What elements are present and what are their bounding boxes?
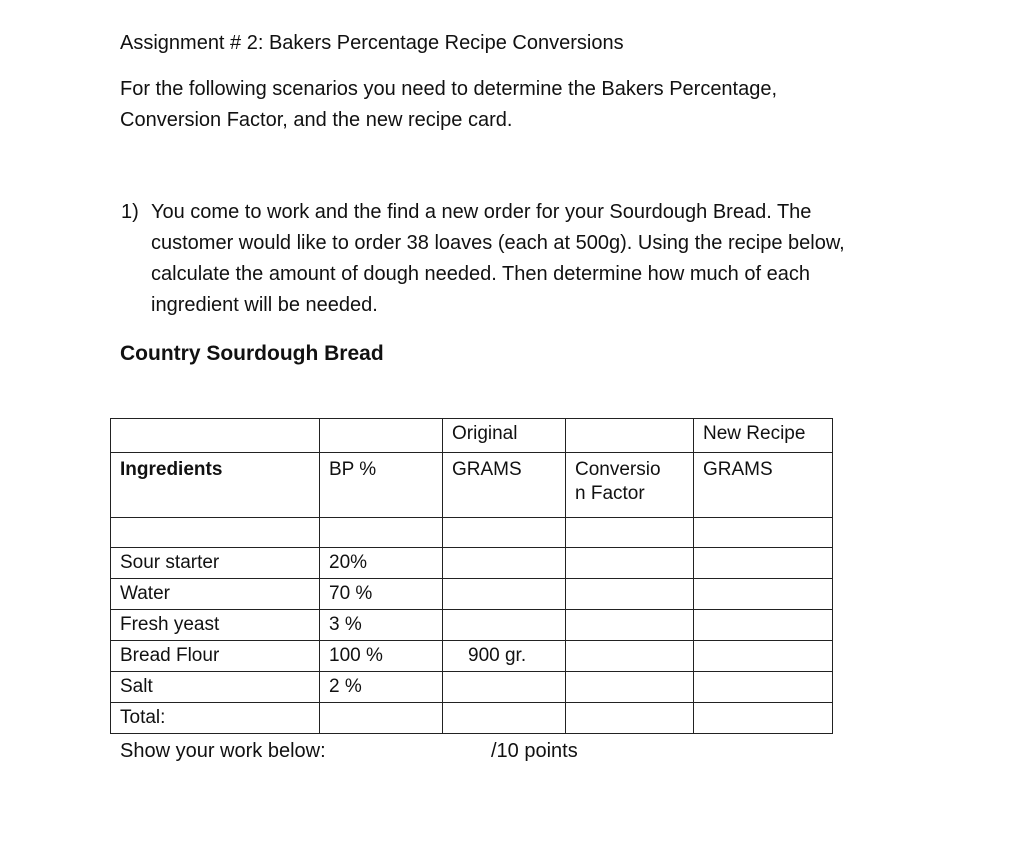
conversion-cell <box>566 703 694 734</box>
header-bp-percent: BP % <box>320 453 443 518</box>
assignment-title: Assignment # 2: Bakers Percentage Recipe Conversions <box>120 32 624 54</box>
header-conversion-line: n Factor <box>575 483 645 504</box>
ingredient-cell: Water <box>111 579 320 610</box>
question-line: calculate the amount of dough needed. Then determine how much of each <box>151 263 810 285</box>
new-grams-cell <box>694 641 833 672</box>
bp-cell: 70 % <box>320 579 443 610</box>
intro-paragraph <box>120 74 777 136</box>
header-original-grams: GRAMS <box>443 453 566 518</box>
table-row <box>111 641 833 672</box>
grams-cell <box>443 672 566 703</box>
bp-cell: 20% <box>320 548 443 579</box>
bp-cell: 100 % <box>320 641 443 672</box>
header-new-recipe: New Recipe <box>694 419 833 453</box>
ingredient-cell: Bread Flour <box>111 641 320 672</box>
recipe-table <box>110 418 833 734</box>
table-spacer-row <box>111 518 833 548</box>
header-cell-empty <box>111 419 320 453</box>
header-ingredients: Ingredients <box>111 453 320 518</box>
conversion-cell <box>566 548 694 579</box>
header-cell-empty <box>320 419 443 453</box>
question-text <box>151 197 845 321</box>
table-cell <box>566 518 694 548</box>
grams-cell <box>443 579 566 610</box>
conversion-cell <box>566 579 694 610</box>
question-line: ingredient will be needed. <box>151 294 378 316</box>
conversion-cell <box>566 610 694 641</box>
bp-cell <box>320 703 443 734</box>
table-cell <box>443 518 566 548</box>
new-grams-cell <box>694 579 833 610</box>
intro-line: Conversion Factor, and the new recipe card. <box>120 109 513 131</box>
points-label: /10 points <box>491 740 578 762</box>
ingredient-cell: Sour starter <box>111 548 320 579</box>
grams-cell <box>443 703 566 734</box>
table-row <box>111 610 833 641</box>
grams-cell <box>443 548 566 579</box>
new-grams-cell <box>694 610 833 641</box>
question-line: customer would like to order 38 loaves (each at 500g). Using the recipe below, <box>151 232 845 254</box>
intro-line: For the following scenarios you need to determine the Bakers Percentage, <box>120 78 778 100</box>
table-row <box>111 579 833 610</box>
header-conversion-factor <box>566 453 694 518</box>
new-grams-cell <box>694 672 833 703</box>
header-original: Original <box>443 419 566 453</box>
new-grams-cell <box>694 703 833 734</box>
recipe-title: Country Sourdough Bread <box>120 342 384 365</box>
table-cell <box>320 518 443 548</box>
table-cell <box>111 518 320 548</box>
grams-cell <box>443 610 566 641</box>
new-grams-cell <box>694 548 833 579</box>
table-cell <box>694 518 833 548</box>
header-new-grams: GRAMS <box>694 453 833 518</box>
ingredient-cell: Salt <box>111 672 320 703</box>
conversion-cell <box>566 641 694 672</box>
ingredient-cell: Fresh yeast <box>111 610 320 641</box>
show-work-label: Show your work below: <box>120 740 326 762</box>
header-cell-empty <box>566 419 694 453</box>
conversion-cell <box>566 672 694 703</box>
table-header-row-top <box>111 419 833 453</box>
bp-cell: 2 % <box>320 672 443 703</box>
header-conversion-line: Conversio <box>575 459 661 480</box>
question-number: 1) <box>121 201 139 223</box>
question-line: You come to work and the find a new order for your Sourdough Bread. The <box>151 201 812 223</box>
table-row <box>111 672 833 703</box>
bp-cell: 3 % <box>320 610 443 641</box>
table-total-row <box>111 703 833 734</box>
total-label-cell: Total: <box>111 703 320 734</box>
table-header-row-main <box>111 453 833 518</box>
table-row <box>111 548 833 579</box>
grams-cell: 900 gr. <box>443 641 566 672</box>
